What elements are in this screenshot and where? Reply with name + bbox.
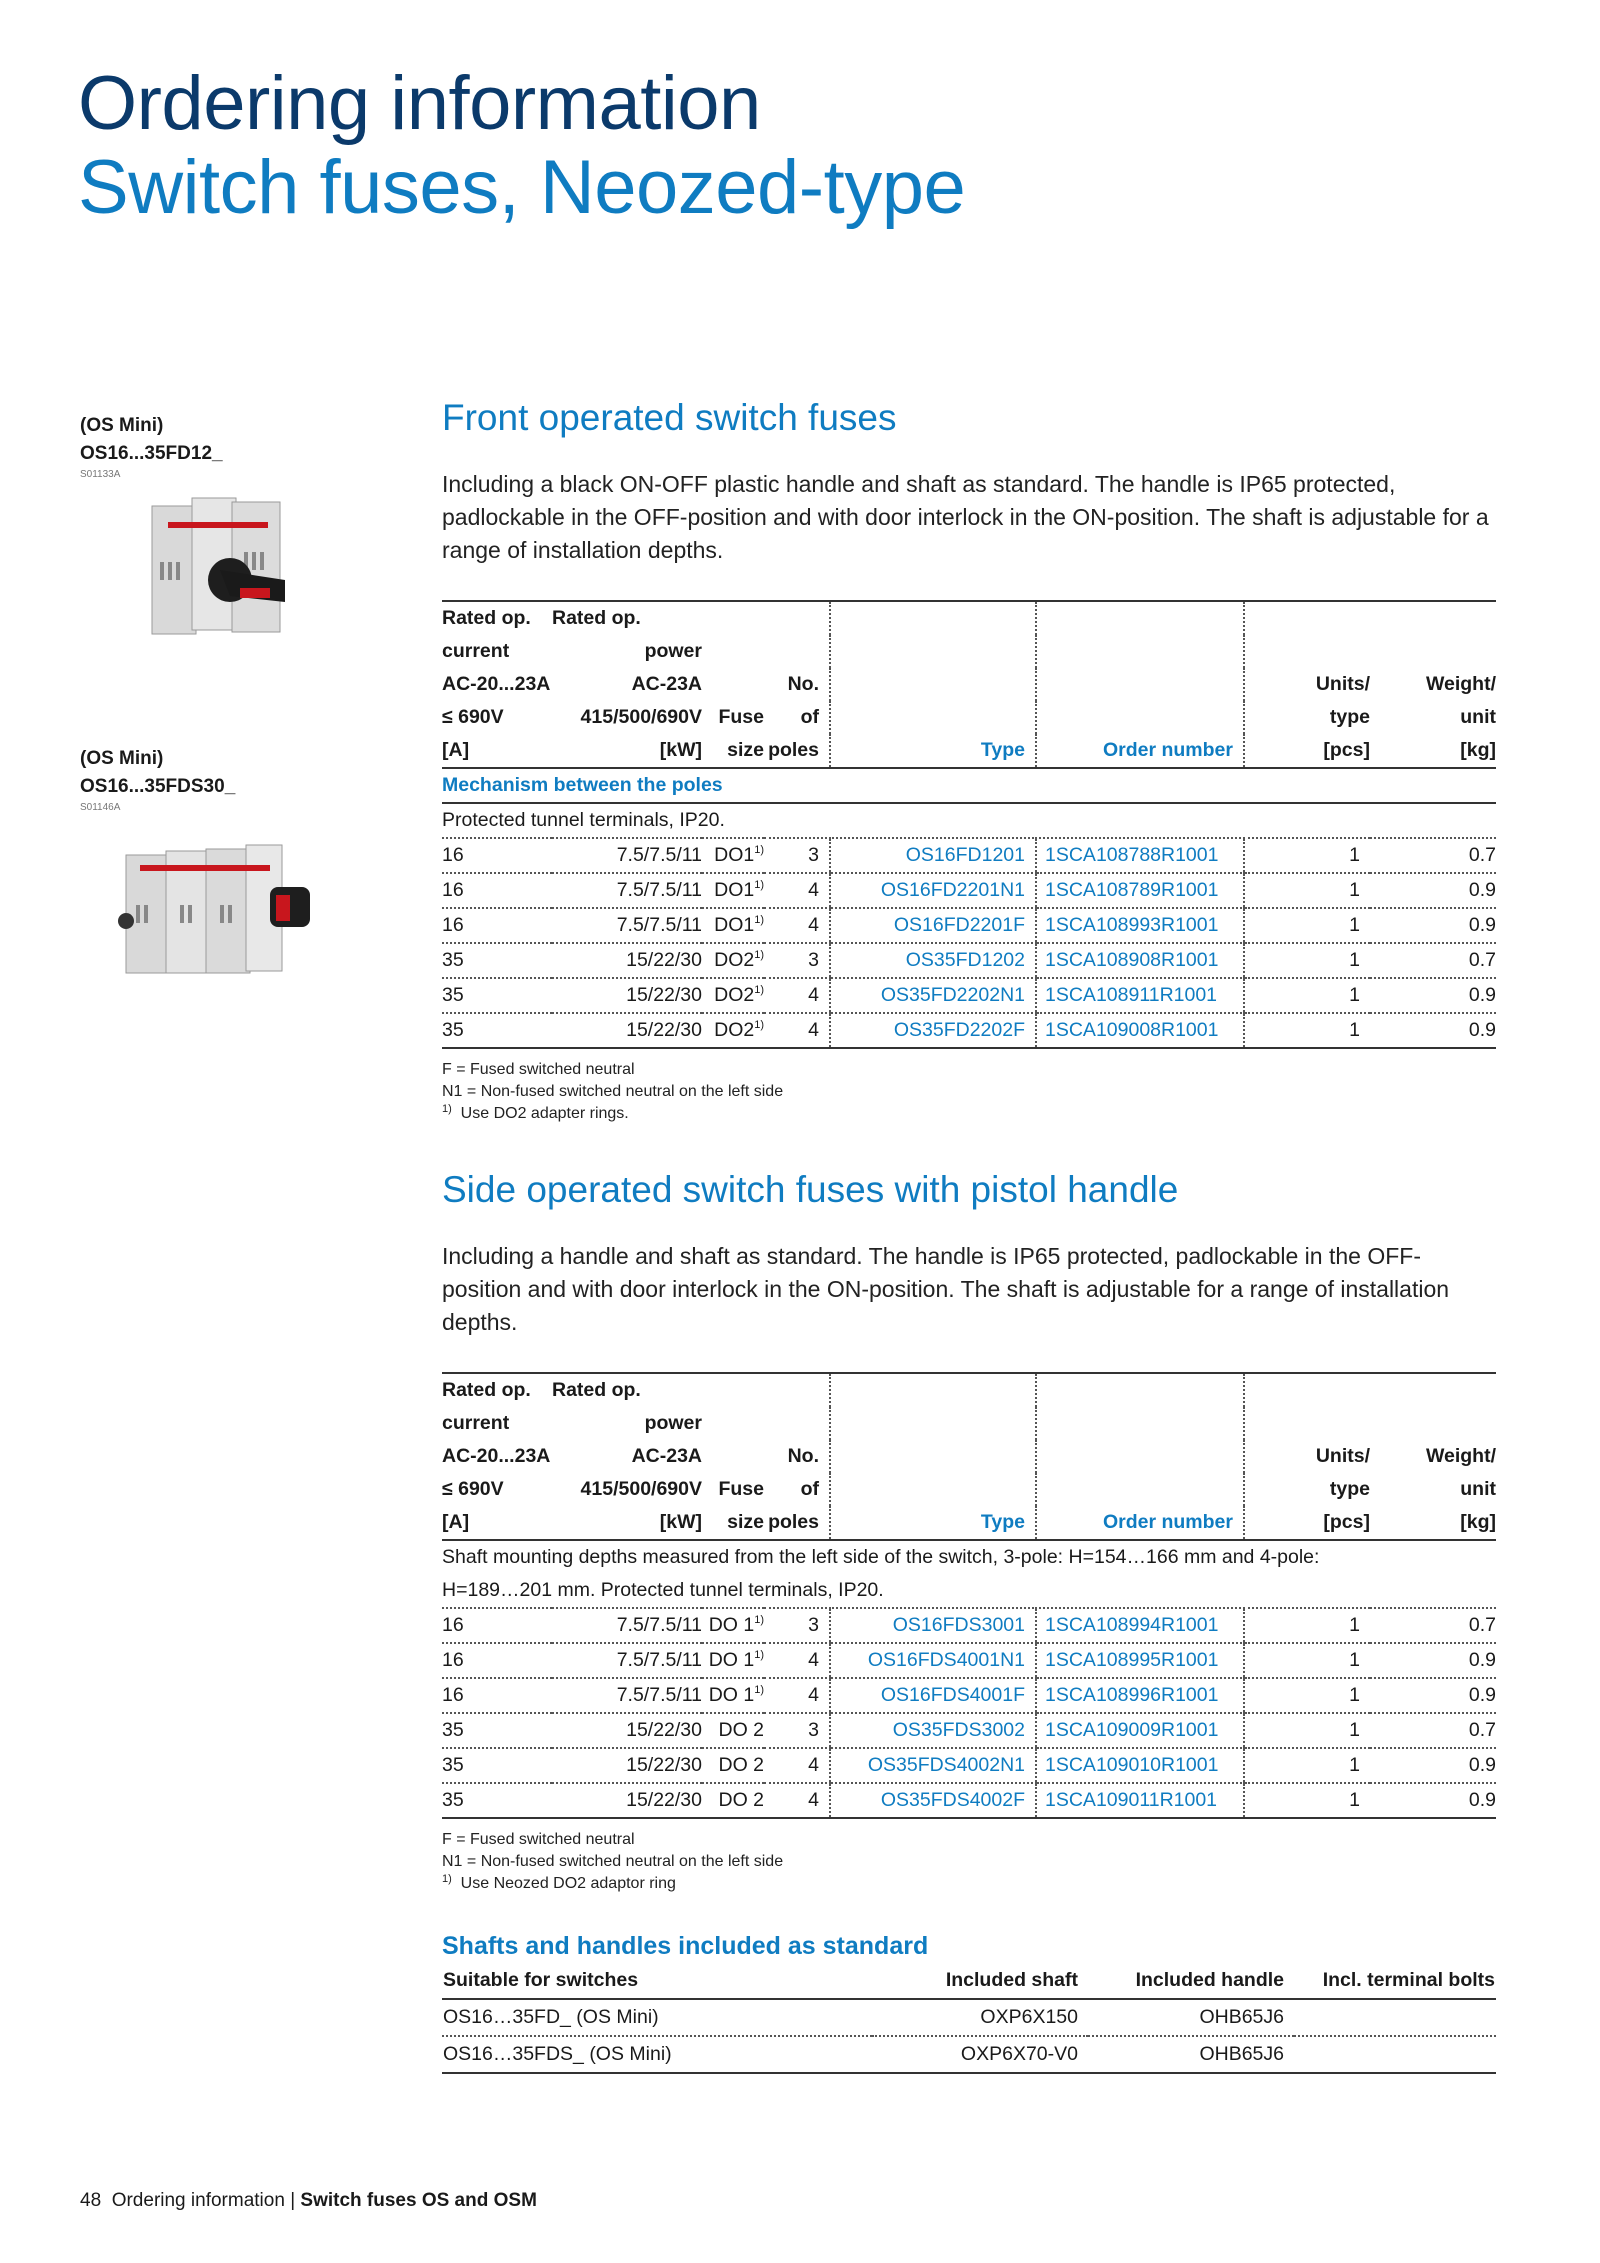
section-intro: Including a handle and shaft as standard. The handle is IP65 protected, padlockable in the OFF-position and with door interlock in the ON-position. The shaft is adjustable for a range of installation depths.	[442, 1243, 1450, 1335]
page-number: 48	[80, 2190, 102, 2211]
shafts-hdr-bolts: Incl. terminal bolts	[1294, 1963, 1496, 1999]
cell-units: 1	[1244, 978, 1370, 1013]
hdr-power: Rated op.	[552, 1373, 702, 1407]
hdr-weight: unit	[1460, 1478, 1496, 1500]
table-row	[442, 1783, 1496, 1818]
cell-fuse	[702, 1608, 764, 1643]
cell-power: 15/22/30	[552, 1748, 702, 1783]
cell-handle: OHB65J6	[1088, 2036, 1294, 2073]
cell-order-number: 1SCA108789R1001	[1036, 873, 1244, 908]
cell-type: OS16FDS4001N1	[830, 1643, 1036, 1678]
cell-type: OS35FDS4002F	[830, 1783, 1036, 1818]
cell-weight: 0.7	[1370, 838, 1496, 873]
side-caption-model: OS16...35FD12_	[80, 443, 223, 464]
cell-units: 1	[1244, 1713, 1370, 1748]
cell-type: OS16FDS4001F	[830, 1678, 1036, 1713]
cell-shaft: OXP6X150	[872, 1999, 1088, 2036]
shafts-table	[442, 1963, 1496, 2074]
cell-weight: 0.9	[1370, 1643, 1496, 1678]
table-note: Shaft mounting depths measured from the left side of the switch, 3-pole: H=154…166 mm and 4-pole:	[442, 1546, 1320, 1568]
hdr-power: [kW]	[552, 734, 702, 768]
hdr-current: Rated op.	[442, 1373, 552, 1407]
hdr-units: [pcs]	[1244, 1506, 1370, 1540]
cell-weight: 0.9	[1370, 1748, 1496, 1783]
cell-units: 1	[1244, 1608, 1370, 1643]
cell-units: 1	[1244, 908, 1370, 943]
hdr-weight: Weight/	[1425, 1445, 1496, 1467]
table-row	[442, 943, 1496, 978]
shafts-title: Shafts and handles included as standard	[442, 1932, 929, 1960]
hdr-current: AC-20...23A	[442, 673, 551, 695]
side-ordering-table	[442, 1372, 1496, 1819]
cell-order-number: 1SCA108788R1001	[1036, 838, 1244, 873]
table-row	[442, 908, 1496, 943]
fuse-size: DO 1	[708, 1614, 755, 1636]
hdr-fuse: Fuse	[718, 706, 764, 728]
cell-weight: 0.9	[1370, 1783, 1496, 1818]
footnote	[442, 1873, 1496, 1895]
side-caption: (OS Mini)	[80, 415, 164, 436]
fuse-footnote-mark: 1)	[754, 1019, 764, 1031]
cell-type: OS35FD1202	[830, 943, 1036, 978]
cell-current: 16	[442, 1608, 552, 1643]
cell-units: 1	[1244, 1643, 1370, 1678]
cell-weight: 0.9	[1370, 873, 1496, 908]
cell-current: 16	[442, 838, 552, 873]
side-product-front	[80, 412, 420, 662]
cell-type: OS16FD2201N1	[830, 873, 1036, 908]
cell-power: 7.5/7.5/11	[552, 1678, 702, 1713]
cell-weight: 0.7	[1370, 1608, 1496, 1643]
cell-weight: 0.9	[1370, 978, 1496, 1013]
cell-weight: 0.7	[1370, 943, 1496, 978]
fuse-footnote-mark: 1)	[754, 879, 764, 891]
cell-poles: 4	[764, 873, 830, 908]
hdr-power: Rated op.	[552, 601, 702, 635]
fuse-size: DO 2	[718, 1754, 764, 1776]
cell-units: 1	[1244, 838, 1370, 873]
table-row	[442, 838, 1496, 873]
cell-power: 15/22/30	[552, 978, 702, 1013]
cell-units: 1	[1244, 943, 1370, 978]
hdr-units: type	[1244, 1473, 1370, 1506]
footnote: F = Fused switched neutral	[442, 1061, 635, 1078]
cell-poles: 4	[764, 1643, 830, 1678]
cell-handle: OHB65J6	[1088, 1999, 1294, 2036]
fuse-footnote-mark: 1)	[754, 1684, 764, 1696]
footnotes	[442, 1829, 1496, 1895]
cell-weight: 0.9	[1370, 1013, 1496, 1048]
cell-power: 7.5/7.5/11	[552, 908, 702, 943]
cell-fuse	[702, 908, 764, 943]
hdr-power: power	[644, 1412, 702, 1434]
table-row	[442, 1748, 1496, 1783]
cell-order-number: 1SCA108908R1001	[1036, 943, 1244, 978]
hdr-order: Order number	[1036, 734, 1244, 768]
cell-poles: 4	[764, 1013, 830, 1048]
cell-units: 1	[1244, 1783, 1370, 1818]
footnote-text: Use DO2 adapter rings.	[460, 1105, 629, 1122]
cell-type: OS35FD2202F	[830, 1013, 1036, 1048]
fuse-footnote-mark: 1)	[754, 914, 764, 926]
cell-power: 7.5/7.5/11	[552, 873, 702, 908]
cell-power: 7.5/7.5/11	[552, 1643, 702, 1678]
hdr-fuse: size	[702, 734, 764, 768]
fuse-size: DO1	[714, 879, 755, 901]
fuse-size: DO 2	[718, 1789, 764, 1811]
hdr-order: Order number	[1036, 1506, 1244, 1540]
cell-type: OS16FD1201	[830, 838, 1036, 873]
fuse-size: DO 2	[718, 1719, 764, 1741]
footer-section: Ordering information	[111, 2190, 285, 2211]
cell-type: OS16FDS3001	[830, 1608, 1036, 1643]
image-code: S01146A	[80, 802, 121, 813]
cell-order-number: 1SCA108995R1001	[1036, 1643, 1244, 1678]
shafts-hdr-shaft: Included shaft	[872, 1963, 1088, 1999]
cell-power: 15/22/30	[552, 1783, 702, 1818]
hdr-power: AC-23A	[631, 1445, 702, 1467]
table-row	[442, 1678, 1496, 1713]
footer-separator: |	[290, 2190, 296, 2211]
cell-poles: 3	[764, 1713, 830, 1748]
hdr-poles: No.	[787, 1445, 819, 1467]
footnote	[442, 1103, 1496, 1125]
hdr-fuse: size	[702, 1506, 764, 1540]
page-title	[78, 62, 965, 230]
cell-type: OS35FDS4002N1	[830, 1748, 1036, 1783]
side-caption: (OS Mini)	[80, 748, 164, 769]
fuse-size: DO1	[714, 914, 755, 936]
cell-fuse	[702, 978, 764, 1013]
cell-power: 15/22/30	[552, 1713, 702, 1748]
hdr-weight: Weight/	[1425, 673, 1496, 695]
hdr-units: type	[1244, 701, 1370, 734]
cell-order-number: 1SCA108911R1001	[1036, 978, 1244, 1013]
cell-power: 15/22/30	[552, 943, 702, 978]
cell-current: 35	[442, 1013, 552, 1048]
footnote-text: Use Neozed DO2 adaptor ring	[460, 1875, 676, 1892]
table-row	[442, 1643, 1496, 1678]
table-note: H=189…201 mm. Protected tunnel terminals, IP20.	[442, 1574, 1496, 1608]
table-row	[442, 1608, 1496, 1643]
shafts-hdr-handle: Included handle	[1088, 1963, 1294, 1999]
cell-current: 16	[442, 1643, 552, 1678]
cell-poles: 4	[764, 1783, 830, 1818]
cell-poles: 4	[764, 1748, 830, 1783]
cell-fuse	[702, 873, 764, 908]
cell-order-number: 1SCA109010R1001	[1036, 1748, 1244, 1783]
hdr-units: [pcs]	[1244, 734, 1370, 768]
cell-fuse	[702, 1748, 764, 1783]
side-caption-model: OS16...35FDS30_	[80, 776, 236, 797]
cell-order-number: 1SCA108993R1001	[1036, 908, 1244, 943]
hdr-units: Units/	[1244, 1440, 1370, 1473]
hdr-power: [kW]	[552, 1506, 702, 1540]
cell-power: 15/22/30	[552, 1013, 702, 1048]
switch-fuse-front-image	[80, 492, 330, 662]
cell-current: 35	[442, 1713, 552, 1748]
hdr-current: current	[442, 640, 510, 662]
hdr-current: Rated op.	[442, 601, 552, 635]
fuse-size: DO2	[714, 949, 755, 971]
cell-power: 7.5/7.5/11	[552, 838, 702, 873]
hdr-poles: poles	[764, 1506, 830, 1540]
cell-order-number: 1SCA109009R1001	[1036, 1713, 1244, 1748]
hdr-current: [A]	[442, 734, 552, 768]
front-ordering-table	[442, 600, 1496, 1049]
cell-current: 35	[442, 1748, 552, 1783]
fuse-footnote-mark: 1)	[754, 949, 764, 961]
section-title: Side operated switch fuses with pistol handle	[442, 1169, 1179, 1210]
fuse-footnote-mark: 1)	[754, 844, 764, 856]
front-operated-section	[442, 396, 1496, 1125]
table-row	[442, 1713, 1496, 1748]
hdr-weight: [kg]	[1370, 1506, 1496, 1540]
cell-type: OS16FD2201F	[830, 908, 1036, 943]
hdr-power: AC-23A	[631, 673, 702, 695]
cell-fuse	[702, 1678, 764, 1713]
section-title: Front operated switch fuses	[442, 397, 897, 438]
cell-order-number: 1SCA109008R1001	[1036, 1013, 1244, 1048]
fuse-footnote-mark: 1)	[754, 1649, 764, 1661]
cell-poles: 3	[764, 943, 830, 978]
cell-fuse	[702, 943, 764, 978]
cell-weight: 0.7	[1370, 1713, 1496, 1748]
cell-poles: 4	[764, 1678, 830, 1713]
hdr-current: ≤ 690V	[442, 706, 504, 728]
fuse-size: DO 1	[708, 1684, 755, 1706]
cell-weight: 0.9	[1370, 908, 1496, 943]
cell-poles: 3	[764, 1608, 830, 1643]
hdr-fuse: Fuse	[718, 1478, 764, 1500]
hdr-poles: of	[800, 1478, 819, 1500]
cell-order-number: 1SCA108994R1001	[1036, 1608, 1244, 1643]
shafts-row	[442, 2036, 1496, 2073]
hdr-units: Units/	[1244, 668, 1370, 701]
cell-weight: 0.9	[1370, 1678, 1496, 1713]
footnotes	[442, 1059, 1496, 1125]
fuse-size: DO2	[714, 1019, 755, 1041]
hdr-power: power	[644, 640, 702, 662]
shafts-hdr-switch: Suitable for switches	[442, 1963, 872, 1999]
cell-fuse	[702, 1643, 764, 1678]
hdr-power: 415/500/690V	[580, 706, 702, 728]
cell-power: 7.5/7.5/11	[552, 1608, 702, 1643]
side-operated-section	[442, 1168, 1496, 2074]
cell-poles: 4	[764, 978, 830, 1013]
table-row	[442, 978, 1496, 1013]
cell-shaft: OXP6X70-V0	[872, 2036, 1088, 2073]
hdr-current: [A]	[442, 1506, 552, 1540]
cell-units: 1	[1244, 873, 1370, 908]
page-title-line1: Ordering information	[78, 61, 761, 146]
cell-units: 1	[1244, 1678, 1370, 1713]
footnote-mark: 1)	[442, 1873, 452, 1885]
hdr-current: AC-20...23A	[442, 1445, 551, 1467]
cell-fuse	[702, 1713, 764, 1748]
cell-current: 16	[442, 1678, 552, 1713]
cell-type: OS35FD2202N1	[830, 978, 1036, 1013]
cell-units: 1	[1244, 1013, 1370, 1048]
cell-current: 35	[442, 978, 552, 1013]
cell-order-number: 1SCA109011R1001	[1036, 1783, 1244, 1818]
cell-fuse	[702, 1783, 764, 1818]
hdr-poles: poles	[764, 734, 830, 768]
cell-poles: 4	[764, 908, 830, 943]
page-footer	[80, 2190, 537, 2212]
footnote: N1 = Non-fused switched neutral on the left side	[442, 1083, 784, 1100]
cell-switch: OS16…35FDS_ (OS Mini)	[442, 2036, 872, 2073]
hdr-current: ≤ 690V	[442, 1478, 504, 1500]
image-code: S01133A	[80, 469, 121, 480]
hdr-weight: [kg]	[1370, 734, 1496, 768]
hdr-type: Type	[830, 734, 1036, 768]
section-intro: Including a black ON-OFF plastic handle and shaft as standard. The handle is IP65 protected, padlockable in the OFF-position and with door interlock in the ON-position. The shaft is adjustable for a range of installation depths.	[442, 471, 1489, 563]
cell-order-number: 1SCA108996R1001	[1036, 1678, 1244, 1713]
hdr-weight: unit	[1460, 706, 1496, 728]
group-header: Mechanism between the poles	[442, 768, 1496, 803]
cell-fuse	[702, 1013, 764, 1048]
switch-fuse-side-image	[80, 825, 330, 995]
cell-units: 1	[1244, 1748, 1370, 1783]
fuse-size: DO 1	[708, 1649, 755, 1671]
side-product-side	[80, 745, 420, 995]
hdr-poles: No.	[787, 673, 819, 695]
fuse-size: DO2	[714, 984, 755, 1006]
cell-poles: 3	[764, 838, 830, 873]
hdr-poles: of	[800, 706, 819, 728]
fuse-footnote-mark: 1)	[754, 984, 764, 996]
hdr-current: current	[442, 1412, 510, 1434]
footnote-mark: 1)	[442, 1103, 452, 1115]
table-row	[442, 1013, 1496, 1048]
cell-bolts	[1294, 1999, 1496, 2036]
footer-doc: Switch fuses OS and OSM	[300, 2190, 537, 2211]
hdr-type: Type	[830, 1506, 1036, 1540]
cell-current: 16	[442, 908, 552, 943]
cell-switch: OS16…35FD_ (OS Mini)	[442, 1999, 872, 2036]
cell-type: OS35FDS3002	[830, 1713, 1036, 1748]
table-note: Protected tunnel terminals, IP20.	[442, 803, 1496, 838]
cell-current: 35	[442, 943, 552, 978]
fuse-size: DO1	[714, 844, 755, 866]
shafts-row	[442, 1999, 1496, 2036]
cell-current: 35	[442, 1783, 552, 1818]
hdr-power: 415/500/690V	[580, 1478, 702, 1500]
fuse-footnote-mark: 1)	[754, 1614, 764, 1626]
page-title-line2: Switch fuses, Neozed-type	[78, 145, 966, 230]
footnote: F = Fused switched neutral	[442, 1831, 635, 1848]
table-row	[442, 873, 1496, 908]
cell-fuse	[702, 838, 764, 873]
cell-current: 16	[442, 873, 552, 908]
cell-bolts	[1294, 2036, 1496, 2073]
footnote: N1 = Non-fused switched neutral on the left side	[442, 1853, 784, 1870]
